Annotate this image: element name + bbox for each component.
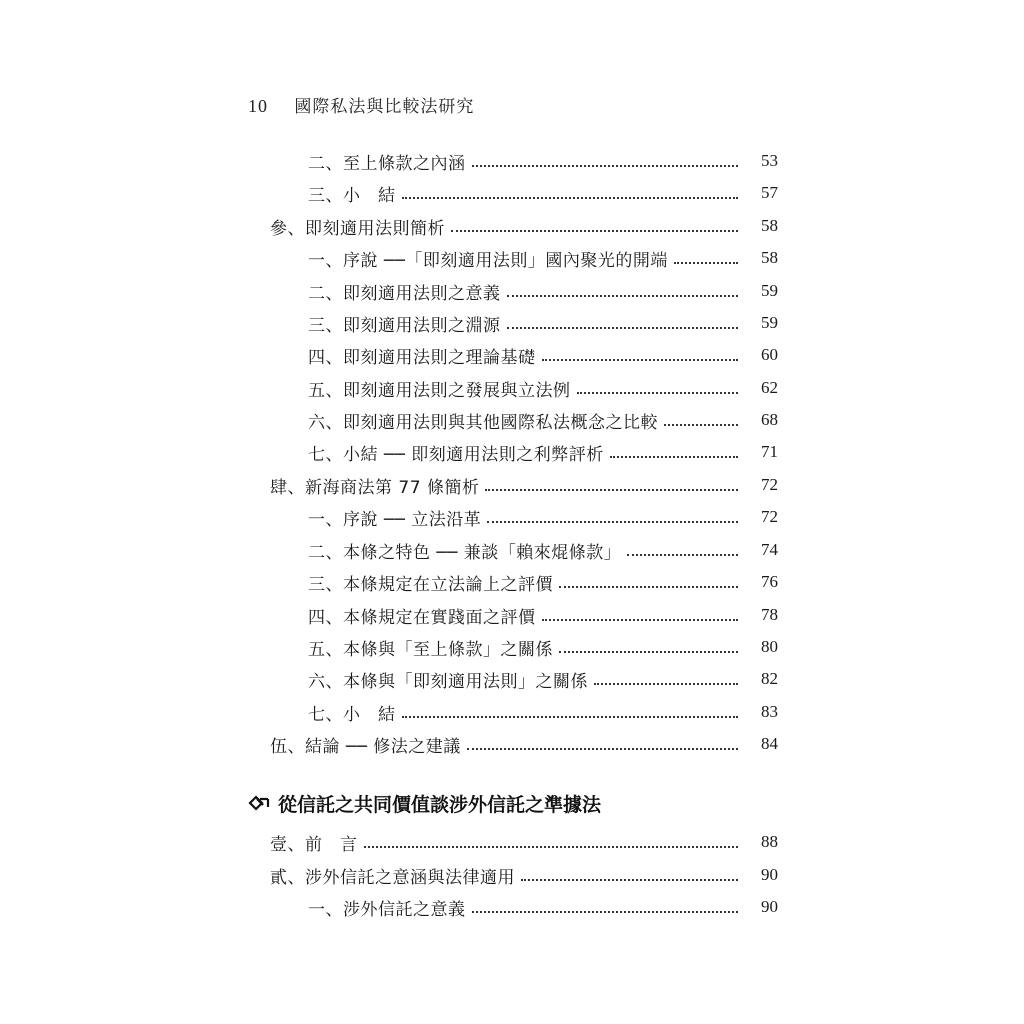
toc-entry-page: 80 xyxy=(761,637,778,656)
dot-leader xyxy=(664,424,738,426)
toc-entry-page: 59 xyxy=(761,313,778,332)
dot-leader xyxy=(402,197,739,199)
toc-entry xyxy=(270,861,778,889)
toc-entry xyxy=(308,601,778,629)
dot-leader xyxy=(559,651,738,653)
diamond-arrow-icon xyxy=(248,795,270,811)
toc-entry xyxy=(270,828,778,856)
toc-entry-page: 58 xyxy=(761,248,778,267)
dot-leader xyxy=(542,359,739,361)
toc-entry xyxy=(308,438,778,466)
toc-entry-title: 三、本條規定在立法論上之評價 xyxy=(308,574,553,595)
toc-entry-title: 三、小 結 xyxy=(308,185,396,206)
dot-leader xyxy=(507,295,739,297)
toc-entry-title: 四、即刻適用法則之理論基礎 xyxy=(308,347,536,368)
toc-entry-title: 二、至上條款之內涵 xyxy=(308,153,466,174)
toc-entry-title: 五、本條與「至上條款」之關係 xyxy=(308,639,553,660)
toc-entry-page: 60 xyxy=(761,345,778,364)
toc-entry-page: 72 xyxy=(761,475,778,494)
toc-entry xyxy=(308,406,778,434)
header-book-title: 國際私法與比較法研究 xyxy=(294,97,475,117)
dot-leader xyxy=(472,911,739,913)
toc-entry-title: 四、本條規定在實踐面之評價 xyxy=(308,607,536,628)
toc-entry-title: 三、即刻適用法則之淵源 xyxy=(308,315,501,336)
chapter-title-text: 從信託之共同價值談涉外信託之準據法 xyxy=(278,793,602,816)
toc-entry-page: 62 xyxy=(761,378,778,397)
dot-leader xyxy=(577,392,739,394)
toc-entry-title: 伍、結論 ── 修法之建議 xyxy=(270,736,461,757)
toc-entry-title: 貳、涉外信託之意涵與法律適用 xyxy=(270,867,515,888)
toc-entry-title: 二、即刻適用法則之意義 xyxy=(308,283,501,304)
dot-leader xyxy=(402,716,739,718)
toc-entry-page: 68 xyxy=(761,410,778,429)
dot-leader xyxy=(487,521,738,523)
toc-entry-page: 58 xyxy=(761,216,778,235)
toc-entry xyxy=(308,568,778,596)
toc-entry-page: 53 xyxy=(761,151,778,170)
toc-entry-title: 參、即刻適用法則簡析 xyxy=(270,218,445,239)
toc-entry-page: 83 xyxy=(761,702,778,721)
toc-entry xyxy=(308,147,778,175)
toc-entry xyxy=(308,893,778,921)
toc-entry-title: 六、本條與「即刻適用法則」之關係 xyxy=(308,671,588,692)
toc-entry xyxy=(308,374,778,402)
toc-entry-title: 二、本條之特色 ── 兼談「賴來焜條款」 xyxy=(308,542,622,563)
toc-entry-title: 七、小結 ── 即刻適用法則之利弊評析 xyxy=(308,444,604,465)
header-page-number: 10 xyxy=(248,96,268,116)
dot-leader xyxy=(507,327,739,329)
toc-entry-title: 肆、新海商法第 77 條簡析 xyxy=(270,477,480,498)
dot-leader xyxy=(594,683,738,685)
dot-leader xyxy=(472,165,739,167)
running-header xyxy=(248,92,474,117)
dot-leader xyxy=(610,456,738,458)
toc-entry xyxy=(308,341,778,369)
dot-leader xyxy=(451,230,738,232)
toc-entry xyxy=(270,730,778,758)
toc-entry-page: 74 xyxy=(761,540,778,559)
toc-entry xyxy=(308,277,778,305)
toc-entry xyxy=(308,309,778,337)
toc-entry xyxy=(308,503,778,531)
dot-leader xyxy=(521,879,738,881)
toc-entry-page: 72 xyxy=(761,507,778,526)
toc-entry-page: 57 xyxy=(761,183,778,202)
toc-entry-page: 71 xyxy=(761,442,778,461)
dot-leader xyxy=(674,262,738,264)
toc-entry-page: 78 xyxy=(761,605,778,624)
dot-leader xyxy=(364,846,739,848)
toc-entry-title: 一、涉外信託之意義 xyxy=(308,899,466,920)
dot-leader xyxy=(542,619,739,621)
toc-entry-title: 七、小 結 xyxy=(308,704,396,725)
toc-entry-title: 一、序說 ── 立法沿革 xyxy=(308,509,482,530)
toc-entry xyxy=(308,244,778,272)
toc-entry-title: 五、即刻適用法則之發展與立法例 xyxy=(308,380,571,401)
dot-leader xyxy=(559,586,738,588)
toc-entry xyxy=(270,212,778,240)
toc-entry xyxy=(308,665,778,693)
toc-entry xyxy=(308,633,778,661)
toc-entry xyxy=(270,471,778,499)
dot-leader xyxy=(627,554,738,556)
toc-entry-page: 90 xyxy=(761,897,778,916)
dot-leader xyxy=(485,489,738,491)
toc-entry-title: 一、序說 ──「即刻適用法則」國內聚光的開端 xyxy=(308,250,668,271)
toc-entry xyxy=(308,179,778,207)
toc-entry-page: 90 xyxy=(761,865,778,884)
dot-leader xyxy=(467,748,738,750)
toc-entry-page: 59 xyxy=(761,281,778,300)
toc-entry-page: 88 xyxy=(761,832,778,851)
toc-entry xyxy=(308,536,778,564)
toc-entry-page: 82 xyxy=(761,669,778,688)
toc-entry-page: 76 xyxy=(761,572,778,591)
toc-entry-title: 六、即刻適用法則與其他國際私法概念之比較 xyxy=(308,412,658,433)
chapter-heading xyxy=(248,788,601,818)
toc-entry xyxy=(308,698,778,726)
toc-entry-page: 84 xyxy=(761,734,778,753)
toc-entry-title: 壹、前 言 xyxy=(270,834,358,855)
